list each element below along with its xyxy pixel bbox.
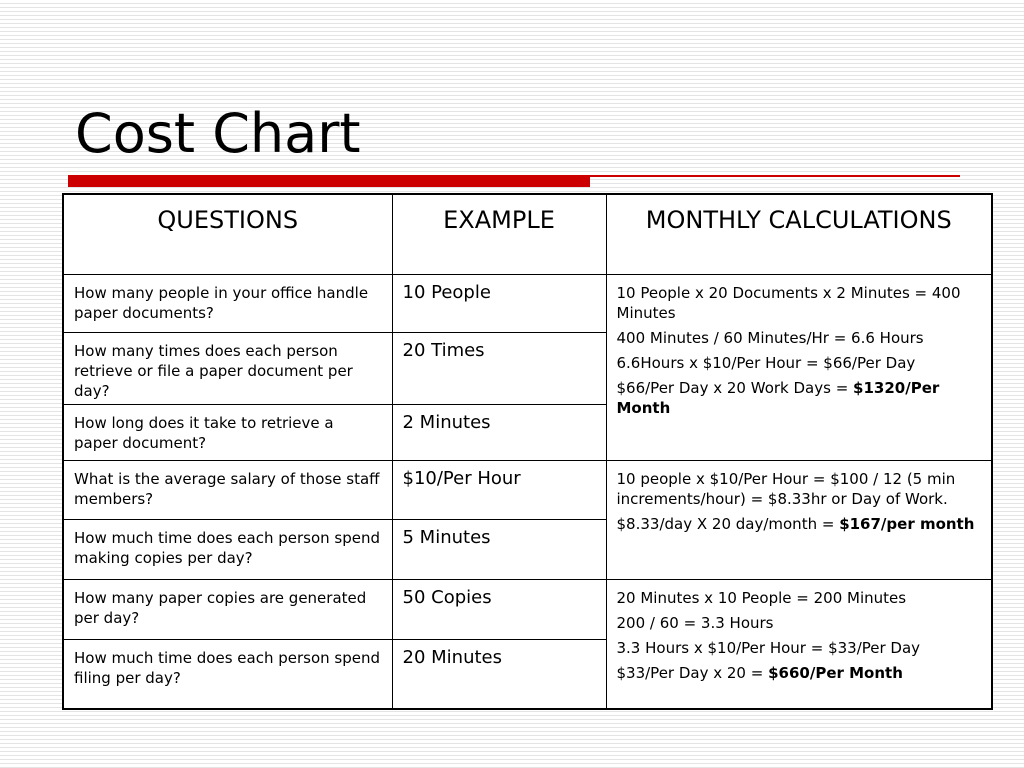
page-title: Cost Chart: [75, 102, 361, 165]
example-cell: 50 Copies: [392, 579, 606, 639]
calculation-cell-retrieval: [606, 274, 992, 460]
calc-line: [617, 663, 982, 683]
example-cell: 20 Minutes: [392, 639, 606, 709]
calc-line: 200 / 60 = 3.3 Hours: [616, 613, 774, 632]
example-cell: 2 Minutes: [392, 404, 606, 460]
question-cell: How many paper copies are generated per day?: [63, 579, 392, 639]
calc-total: $167/per month: [839, 514, 975, 533]
title-underline-thick: [68, 175, 590, 187]
calc-line: [617, 378, 982, 418]
calc-total: $1320/Per Month: [616, 378, 940, 417]
calc-text: $66/Per Day x 20 Work Days =: [616, 378, 854, 397]
calc-line: 10 people x $10/Per Hour = $100 / 12 (5 min increments/hour) = $8.33hr or Day of Work.: [616, 469, 956, 508]
calc-line: 6.6Hours x $10/Per Hour = $66/Per Day: [616, 353, 916, 372]
question-cell: How much time does each person spend filing per day?: [63, 639, 392, 709]
calc-line: 400 Minutes / 60 Minutes/Hr = 6.6 Hours: [616, 328, 924, 347]
question-cell: How much time does each person spend making copies per day?: [63, 519, 392, 579]
example-cell: 10 People: [392, 274, 606, 332]
header-example: EXAMPLE: [392, 194, 606, 274]
calc-line: [617, 514, 982, 534]
header-questions: QUESTIONS: [63, 194, 392, 274]
cost-table: [62, 193, 993, 710]
question-cell: How many people in your office handle paper documents?: [63, 274, 392, 332]
calc-line: 20 Minutes x 10 People = 200 Minutes: [616, 588, 907, 607]
table-header-row: [63, 194, 992, 274]
question-cell: What is the average salary of those staff members?: [63, 460, 392, 519]
table-row: [63, 274, 992, 332]
calc-text: $33/Per Day x 20 =: [616, 663, 769, 682]
calc-text: $8.33/day X 20 day/month =: [616, 514, 840, 533]
question-cell: How long does it take to retrieve a paper document?: [63, 404, 392, 460]
calc-line: 3.3 Hours x $10/Per Hour = $33/Per Day: [616, 638, 921, 657]
title-underline-thin: [590, 175, 960, 177]
example-cell: $10/Per Hour: [392, 460, 606, 519]
question-cell: How many times does each person retrieve or file a paper document per day?: [63, 332, 392, 404]
table-row: [63, 579, 992, 639]
calculation-cell-filing: [606, 579, 992, 709]
table-row: [63, 460, 992, 519]
example-cell: 5 Minutes: [392, 519, 606, 579]
header-monthly-calculations: MONTHLY CALCULATIONS: [606, 194, 992, 274]
example-cell: 20 Times: [392, 332, 606, 404]
calculation-cell-copies: [606, 460, 992, 579]
calc-line: 10 People x 20 Documents x 2 Minutes = 400 Minutes: [616, 283, 961, 322]
calc-total: $660/Per Month: [768, 663, 903, 682]
